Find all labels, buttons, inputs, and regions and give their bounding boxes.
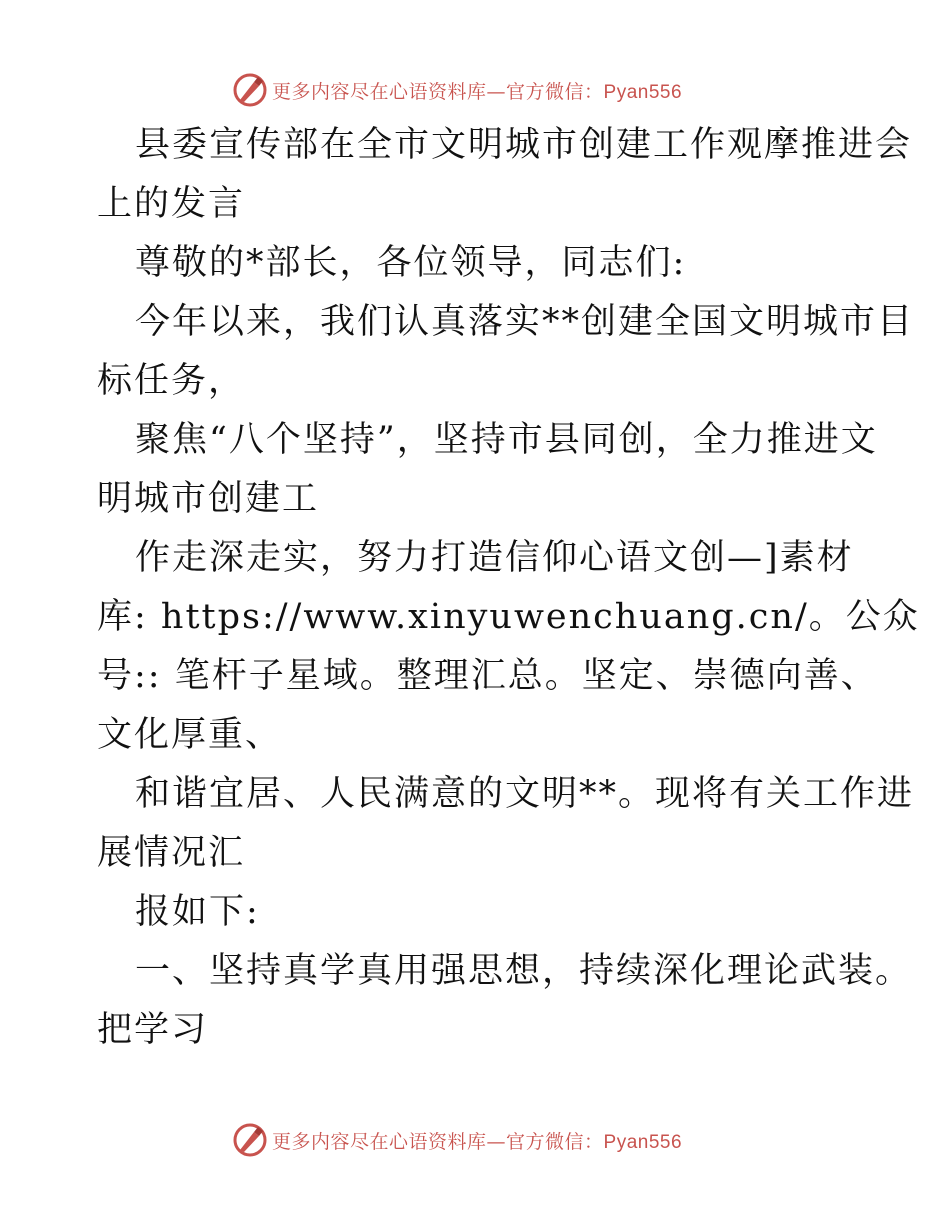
text-line: 把学习 (97, 1010, 209, 1050)
text-line: 库: https://www.xinyuwenchuang.cn/。公众 (97, 597, 920, 637)
text-line: 尊敬的*部长，各位领导，同志们: (135, 243, 687, 283)
wechat-id: Pyan556 (603, 1131, 683, 1153)
text-line: 上的发言 (97, 184, 246, 224)
text-line: 聚焦“八个坚持”，坚持市县同创，全力推进文 (135, 420, 878, 460)
footer-banner (232, 1120, 732, 1160)
wechat-id: Pyan556 (603, 81, 683, 103)
pen-nib-circle-icon (232, 1122, 268, 1158)
text-line: 标任务， (97, 361, 246, 401)
text-line: 展情况汇 (97, 833, 246, 873)
banner-text: 更多内容尽在心语资料库—官方微信：Pyan556 (272, 1130, 683, 1153)
text-line: 今年以来，我们认真落实**创建全国文明城市目 (135, 302, 915, 342)
header-banner (232, 70, 732, 110)
pen-nib-circle-icon (232, 72, 268, 108)
text-line: 和谐宜居、人民满意的文明**。现将有关工作进 (135, 774, 915, 814)
document-body (97, 116, 920, 1060)
text-line: 作走深走实，努力打造信仰心语文创—]素材 (135, 538, 854, 578)
text-line: 报如下: (135, 892, 260, 932)
text-line: 一、坚持真学真用强思想，持续深化理论武装。 (135, 951, 913, 991)
text-line: 文化厚重、 (97, 715, 283, 755)
banner-text: 更多内容尽在心语资料库—官方微信：Pyan556 (272, 80, 683, 103)
text-line: 明城市创建工 (97, 479, 320, 519)
text-line: 县委宣传部在全市文明城市创建工作观摩推进会 (135, 125, 913, 165)
text-line: 号:: 笔杆子星域。整理汇总。坚定、崇德向善、 (97, 656, 878, 696)
